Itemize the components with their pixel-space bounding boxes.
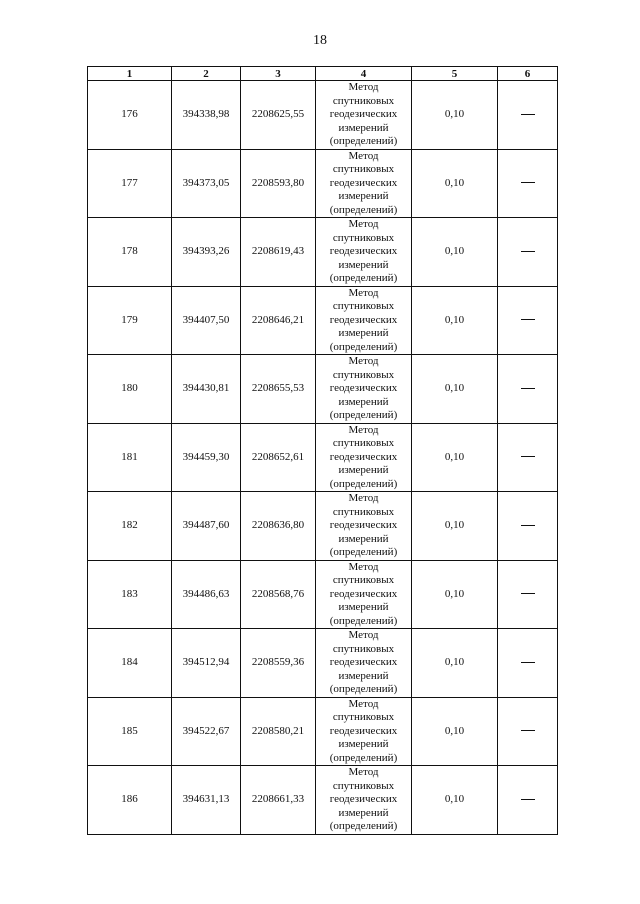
- note-cell: [498, 629, 558, 698]
- point-number: 186: [88, 766, 172, 835]
- column-header: 6: [498, 67, 558, 81]
- method-cell: Метод спутниковых геодезических измерений (определений): [316, 81, 412, 150]
- point-number: 180: [88, 355, 172, 424]
- x-coordinate: 394393,26: [172, 218, 241, 287]
- accuracy-cell: 0,10: [412, 766, 498, 835]
- dash-mark: [521, 182, 535, 183]
- point-number: 177: [88, 149, 172, 218]
- x-coordinate: 394430,81: [172, 355, 241, 424]
- table-row: [88, 697, 558, 766]
- table-row: [88, 492, 558, 561]
- note-cell: [498, 423, 558, 492]
- table-row: [88, 218, 558, 287]
- x-coordinate: 394487,60: [172, 492, 241, 561]
- dash-mark: [521, 319, 535, 320]
- column-header: 1: [88, 67, 172, 81]
- method-cell: Метод спутниковых геодезических измерений (определений): [316, 766, 412, 835]
- x-coordinate: 394512,94: [172, 629, 241, 698]
- y-coordinate: 2208580,21: [241, 697, 316, 766]
- table-row: [88, 81, 558, 150]
- column-header: 4: [316, 67, 412, 81]
- method-cell: Метод спутниковых геодезических измерений (определений): [316, 355, 412, 424]
- table-row: [88, 423, 558, 492]
- page-number: 18: [313, 33, 327, 48]
- note-cell: [498, 697, 558, 766]
- x-coordinate: 394631,13: [172, 766, 241, 835]
- note-cell: [498, 492, 558, 561]
- y-coordinate: 2208646,21: [241, 286, 316, 355]
- method-cell: Метод спутниковых геодезических измерений (определений): [316, 149, 412, 218]
- dash-mark: [521, 456, 535, 457]
- note-cell: [498, 766, 558, 835]
- method-cell: Метод спутниковых геодезических измерений (определений): [316, 629, 412, 698]
- x-coordinate: 394373,05: [172, 149, 241, 218]
- dash-mark: [521, 525, 535, 526]
- x-coordinate: 394459,30: [172, 423, 241, 492]
- method-cell: Метод спутниковых геодезических измерений (определений): [316, 697, 412, 766]
- y-coordinate: 2208619,43: [241, 218, 316, 287]
- x-coordinate: 394486,63: [172, 560, 241, 629]
- coordinates-table: [87, 66, 558, 835]
- table-row: [88, 149, 558, 218]
- column-header: 3: [241, 67, 316, 81]
- y-coordinate: 2208568,76: [241, 560, 316, 629]
- accuracy-cell: 0,10: [412, 492, 498, 561]
- point-number: 176: [88, 81, 172, 150]
- point-number: 183: [88, 560, 172, 629]
- column-header: 2: [172, 67, 241, 81]
- table-row: [88, 286, 558, 355]
- dash-mark: [521, 799, 535, 800]
- dash-mark: [521, 730, 535, 731]
- note-cell: [498, 149, 558, 218]
- dash-mark: [521, 114, 535, 115]
- table-row: [88, 629, 558, 698]
- note-cell: [498, 560, 558, 629]
- table-row: [88, 766, 558, 835]
- point-number: 185: [88, 697, 172, 766]
- y-coordinate: 2208652,61: [241, 423, 316, 492]
- dash-mark: [521, 662, 535, 663]
- method-cell: Метод спутниковых геодезических измерений (определений): [316, 423, 412, 492]
- note-cell: [498, 81, 558, 150]
- method-cell: Метод спутниковых геодезических измерений (определений): [316, 286, 412, 355]
- accuracy-cell: 0,10: [412, 81, 498, 150]
- x-coordinate: 394522,67: [172, 697, 241, 766]
- accuracy-cell: 0,10: [412, 149, 498, 218]
- accuracy-cell: 0,10: [412, 286, 498, 355]
- y-coordinate: 2208661,33: [241, 766, 316, 835]
- x-coordinate: 394338,98: [172, 81, 241, 150]
- point-number: 179: [88, 286, 172, 355]
- y-coordinate: 2208593,80: [241, 149, 316, 218]
- table-header-row: [88, 67, 558, 81]
- accuracy-cell: 0,10: [412, 697, 498, 766]
- accuracy-cell: 0,10: [412, 355, 498, 424]
- dash-mark: [521, 593, 535, 594]
- point-number: 178: [88, 218, 172, 287]
- accuracy-cell: 0,10: [412, 629, 498, 698]
- dash-mark: [521, 388, 535, 389]
- accuracy-cell: 0,10: [412, 423, 498, 492]
- method-cell: Метод спутниковых геодезических измерений (определений): [316, 492, 412, 561]
- y-coordinate: 2208559,36: [241, 629, 316, 698]
- y-coordinate: 2208625,55: [241, 81, 316, 150]
- accuracy-cell: 0,10: [412, 218, 498, 287]
- y-coordinate: 2208655,53: [241, 355, 316, 424]
- point-number: 181: [88, 423, 172, 492]
- method-cell: Метод спутниковых геодезических измерений (определений): [316, 218, 412, 287]
- point-number: 182: [88, 492, 172, 561]
- column-header: 5: [412, 67, 498, 81]
- note-cell: [498, 355, 558, 424]
- dash-mark: [521, 251, 535, 252]
- y-coordinate: 2208636,80: [241, 492, 316, 561]
- table-row: [88, 355, 558, 424]
- method-cell: Метод спутниковых геодезических измерений (определений): [316, 560, 412, 629]
- table-row: [88, 560, 558, 629]
- point-number: 184: [88, 629, 172, 698]
- x-coordinate: 394407,50: [172, 286, 241, 355]
- note-cell: [498, 286, 558, 355]
- accuracy-cell: 0,10: [412, 560, 498, 629]
- note-cell: [498, 218, 558, 287]
